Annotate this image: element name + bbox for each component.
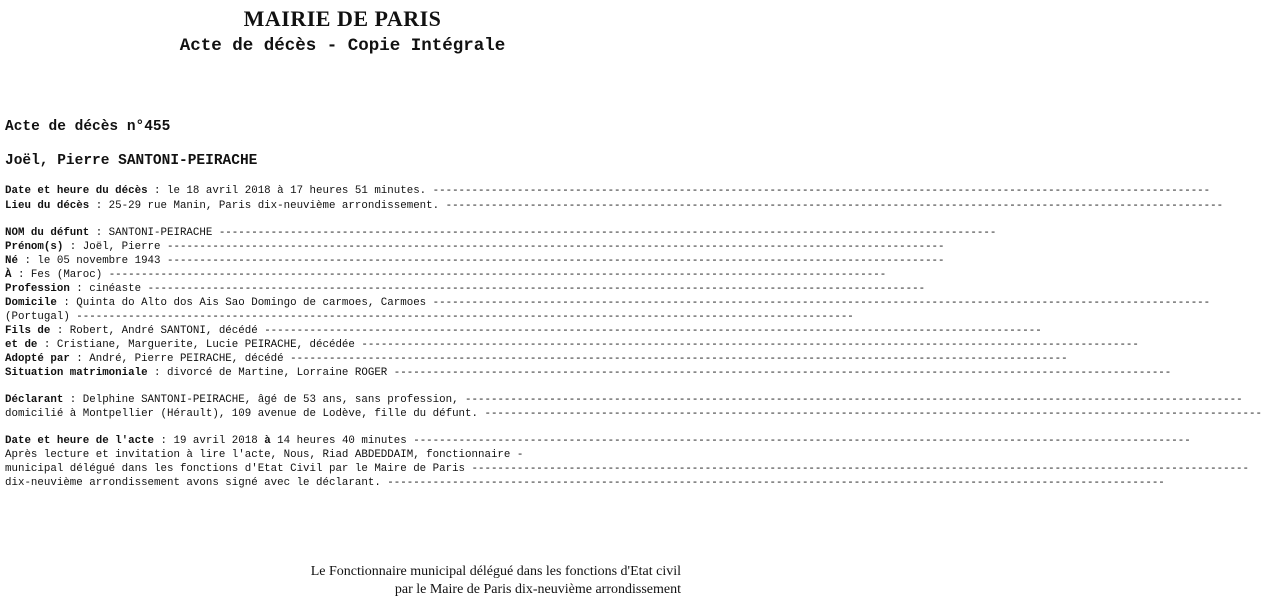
death-datetime-line bbox=[5, 184, 1211, 198]
signature-line-2: par le Maire de Paris dix-neuvième arrondissement bbox=[394, 582, 681, 597]
dash-fill: ------------------------------------------------------------------------------------------------------------------------ bbox=[147, 283, 926, 295]
and-of-line bbox=[5, 338, 1139, 352]
adopted-by-line bbox=[5, 352, 1068, 366]
closing-line-3 bbox=[5, 476, 1165, 490]
profession-value: : cinéaste bbox=[69, 283, 148, 295]
dash-fill: ------------------------------------------------------------------------------------------------------------------------ bbox=[413, 435, 1191, 447]
adopted-by-value: : André, Pierre PEIRACHE, décédé bbox=[69, 353, 291, 365]
closing-line-2 bbox=[5, 462, 1250, 476]
dash-fill: ------------------------------------------------------------------------------------------------------------------------ bbox=[167, 255, 945, 267]
domicile-value: : Quinta do Alto dos Ais Sao Domingo de carmoes, Carmoes bbox=[56, 297, 433, 309]
act-date-value: : 19 avril 2018 bbox=[154, 435, 265, 447]
death-datetime-label: Date et heure du décès bbox=[5, 185, 148, 197]
dash-fill: ------------------------------------------------------------------------------------------------------------------------ bbox=[465, 394, 1243, 406]
dash-fill: ------------------------------------------------------------------------------------------------------------------------ bbox=[361, 339, 1139, 351]
page-subtitle: Acte de décès - Copie Intégrale bbox=[179, 36, 506, 56]
son-of-label: Fils de bbox=[5, 325, 51, 337]
closing-text-1: Après lecture et invitation à lire l'acte, Nous, Riad ABDEDDAIM, fonctionnaire - bbox=[5, 449, 524, 461]
closing-text-2: municipal délégué dans les fonctions d'Etat Civil par le Maire de Paris bbox=[5, 463, 472, 475]
name-line bbox=[5, 226, 997, 240]
death-datetime-value: : le 18 avril 2018 à 17 heures 51 minutes. bbox=[147, 185, 433, 197]
born-value: : le 05 novembre 1943 bbox=[17, 255, 167, 267]
declarant-line bbox=[5, 393, 1243, 407]
born-at-value: : Fes (Maroc) bbox=[11, 269, 109, 281]
firstnames-line bbox=[5, 240, 945, 254]
born-label: Né bbox=[5, 255, 18, 267]
firstnames-label: Prénom(s) bbox=[5, 241, 64, 253]
closing-text-3: dix-neuvième arrondissement avons signé avec le déclarant. bbox=[5, 477, 388, 489]
death-place-line bbox=[5, 199, 1224, 213]
born-at-line bbox=[5, 268, 887, 282]
dash-fill: ------------------------------------------------------------------------------------------------------------------------ bbox=[432, 185, 1211, 197]
dash-fill: ------------------------------------------------------------------------------------------------------------------------ bbox=[393, 367, 1172, 379]
born-line bbox=[5, 254, 945, 268]
death-place-value: : 25-29 rue Manin, Paris dix-neuvième arrondissement. bbox=[89, 200, 446, 212]
name-value: : SANTONI-PEIRACHE bbox=[89, 227, 219, 239]
dash-fill: ------------------------------------------------------------------------------------------------------------------------ bbox=[108, 269, 887, 281]
page-title: MAIRIE DE PARIS bbox=[243, 6, 442, 31]
dash-fill: ------------------------------------------------------------------------------------------------------------------------ bbox=[445, 200, 1224, 212]
act-datetime-label: Date et heure de l'acte bbox=[5, 435, 155, 447]
closing-line-1 bbox=[5, 448, 579, 462]
act-time-value: 14 heures 40 minutes bbox=[270, 435, 414, 447]
dash-fill: ------------------------------------------------------------------------------------------------------------------------ bbox=[471, 463, 1250, 475]
and-of-label: et de bbox=[5, 339, 38, 351]
born-at-label: À bbox=[5, 269, 12, 281]
domicile-label: Domicile bbox=[5, 297, 57, 309]
son-of-line bbox=[5, 324, 1042, 338]
dash-fill: ------------------------------------------------------------------------------------------------------------------------ bbox=[167, 241, 945, 253]
signature-block bbox=[311, 563, 681, 599]
dash-fill: ------------------------------------------------------------------------------------------------------------------------ bbox=[290, 353, 1068, 365]
act-number: Acte de décès n°455 bbox=[5, 119, 171, 135]
dash-fill: ------------------------------------------------------------------------------------------------------------------------ bbox=[432, 297, 1211, 309]
declarant-value: : Delphine SANTONI-PEIRACHE, âgé de 53 ans, sans profession, bbox=[63, 394, 466, 406]
marital-label: Situation matrimoniale bbox=[5, 367, 148, 379]
dash-fill: ------------------------------------------------------------------------------------------------------------------------ bbox=[218, 227, 997, 239]
dash-fill: ------------------------------------------------------------------------------------------------------------------------ bbox=[484, 408, 1262, 420]
dash-fill: ------------------------------------------------------------------------------------------------------------------------ bbox=[264, 325, 1042, 337]
dash-fill: ------------------------------------------------------------------------------------------------------------------------ bbox=[387, 477, 1165, 489]
death-place-label: Lieu du décès bbox=[5, 200, 90, 212]
marital-value: : divorcé de Martine, Lorraine ROGER bbox=[147, 367, 394, 379]
signature-line-1: Le Fonctionnaire municipal délégué dans les fonctions d'Etat civil bbox=[310, 564, 681, 579]
profession-line bbox=[5, 282, 926, 296]
act-datetime-at: à bbox=[264, 435, 271, 447]
son-of-value: : Robert, André SANTONI, décédé bbox=[50, 325, 265, 337]
domicile-cont-line bbox=[5, 310, 854, 324]
and-of-value: : Cristiane, Marguerite, Lucie PEIRACHE, décédée bbox=[37, 339, 362, 351]
declarant-cont-line bbox=[5, 407, 1262, 421]
profession-label: Profession bbox=[5, 283, 70, 295]
declarant-cont-value: domicilié à Montpellier (Hérault), 109 avenue de Lodève, fille du défunt. bbox=[5, 408, 485, 420]
person-name: Joël, Pierre SANTONI-PEIRACHE bbox=[5, 153, 258, 169]
marital-line bbox=[5, 366, 1172, 380]
declarant-label: Déclarant bbox=[5, 394, 64, 406]
adopted-by-label: Adopté par bbox=[5, 353, 70, 365]
dash-fill: ------------------------------------------------------------------------------------------------------------------------ bbox=[76, 311, 854, 323]
act-datetime-line bbox=[5, 434, 1191, 448]
domicile-cont-value: (Portugal) bbox=[5, 311, 77, 323]
domicile-line bbox=[5, 296, 1211, 310]
firstnames-value: : Joël, Pierre bbox=[63, 241, 167, 253]
name-label: NOM du défunt bbox=[5, 227, 90, 239]
